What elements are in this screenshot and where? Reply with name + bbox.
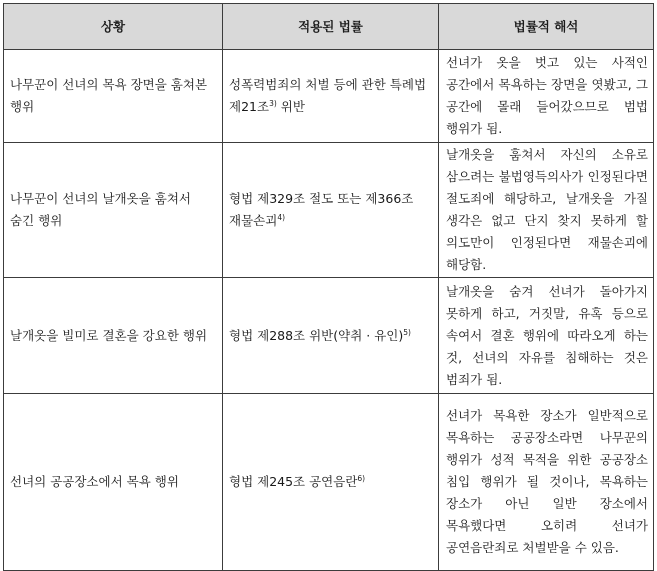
legal-interpretation-table	[3, 3, 654, 571]
law-suffix: 위반	[276, 99, 305, 114]
footnote-mark: 6)	[357, 474, 366, 483]
situation-cell: 날개옷을 빌미로 결혼을 강요한 행위	[4, 278, 223, 394]
table-row	[4, 50, 654, 143]
footnote-mark: 4)	[277, 213, 286, 222]
situation-cell: 나무꾼이 선녀의 목욕 장면을 훔쳐본 행위	[4, 50, 223, 143]
law-cell	[223, 278, 439, 394]
situation-cell: 선녀의 공공장소에서 목욕 행위	[4, 394, 223, 571]
interpretation-cell: 날개옷을 숨겨 선녀가 돌아가지 못하게 하고, 거짓말, 유혹 등으로 속여서 결혼 행위에 따라오게 하는 것, 선녀의 자유를 침해하는 것은 범죄가 됨.	[439, 278, 654, 394]
law-cell	[223, 143, 439, 278]
header-interpretation: 법률적 해석	[439, 4, 654, 50]
table-row	[4, 143, 654, 278]
interpretation-cell: 선녀가 목욕한 장소가 일반적으로 목욕하는 공공장소라면 나무꾼의 행위가 성적 목적을 위한 공공장소 침입 행위가 될 것이나, 목욕하는 장소가 아닌 일반 장소에서 목욕했다면 오히려 선녀가 공연음란죄로 처벌받을 수 있음.	[439, 394, 654, 571]
footnote-mark: 3)	[269, 99, 277, 108]
header-situation: 상황	[4, 4, 223, 50]
law-text: 형법 제288조 위반(약취 · 유인)	[229, 327, 404, 343]
interpretation-cell: 선녀가 옷을 벗고 있는 사적인 공간에서 목욕하는 장면을 엿봤고, 그 공간에 몰래 들어갔으므로 범법 행위가 됨.	[439, 50, 654, 143]
law-text: 형법 제329조 절도 또는 제366조 재물손괴	[229, 191, 414, 228]
situation-cell: 나무꾼이 선녀의 날개옷을 훔쳐서 숨긴 행위	[4, 143, 223, 278]
law-text: 형법 제245조 공연음란	[229, 474, 358, 489]
law-cell	[223, 50, 439, 143]
law-text: 성폭력범죄의 처벌 등에 관한 특례법 제21조	[229, 77, 427, 114]
footnote-mark: 5)	[403, 327, 411, 337]
interpretation-cell: 날개옷을 훔쳐서 자신의 소유로 삼으려는 불법영득의사가 인정된다면 절도죄에 해당하고, 날개옷을 가질 생각은 없고 단지 찾지 못하게 할 의도만이 인정된다면 재물손괴에 해당함.	[439, 143, 654, 278]
header-law: 적용된 법률	[223, 4, 439, 50]
table-header-row	[4, 4, 654, 50]
table-row	[4, 394, 654, 571]
table-row	[4, 278, 654, 394]
law-cell	[223, 394, 439, 571]
